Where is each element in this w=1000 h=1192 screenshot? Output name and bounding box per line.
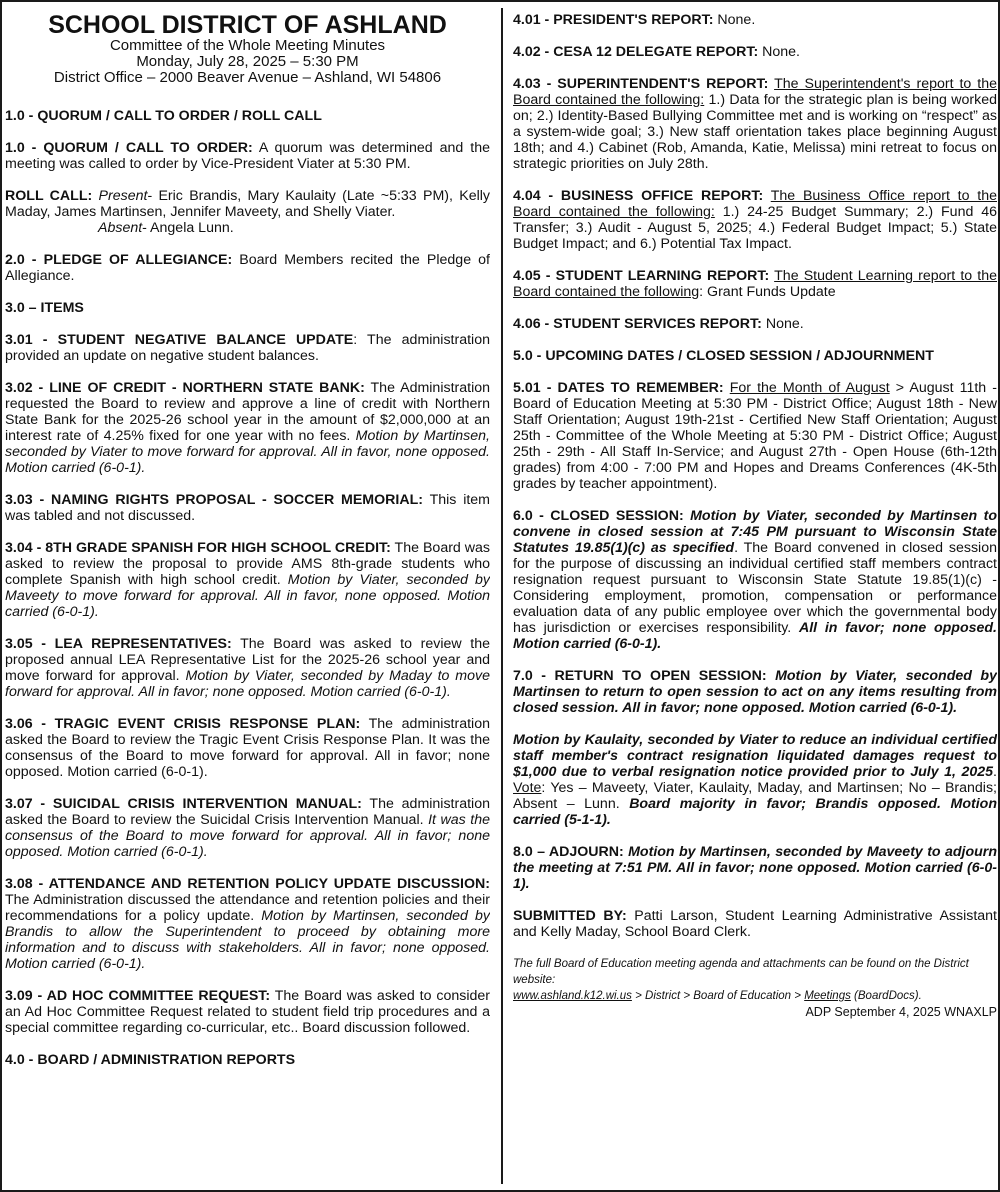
section-5-heading: 5.0 - UPCOMING DATES / CLOSED SESSION / ADJOURNMENT (513, 348, 934, 364)
item-3-07: 3.07 - SUICIDAL CRISIS INTERVENTION MANUAL: The administration asked the Board to review the Suicidal Crisis Intervention Manual. It was the consensus of the Board to move forward for approval. All in favor; none opposed. Motion carried (6-0-1). (5, 796, 490, 860)
report-4-02: 4.02 - CESA 12 DELEGATE REPORT: None. (513, 44, 800, 60)
item-3-09: 3.09 - AD HOC COMMITTEE REQUEST: The Board was asked to consider an Ad Hoc Committee Request related to student field trip procedures and a special committee regarding co-curricular, etc.. Board discussion followed. (5, 988, 490, 1036)
item-3-02: 3.02 - LINE OF CREDIT - NORTHERN STATE BANK: The Administration requested the Board to review and approve a line of credit with Northern State Bank for the 2025-26 school year in the amount of $2,000,000 at an interest rate of 4.25% fixed for one year with no fees. Motion by Martinsen, seconded by Viater to move forward for approval. All in favor, none opposed. Motion carried (6-0-1). (5, 380, 490, 476)
meeting-location: District Office – 2000 Beaver Avenue – Ashland, WI 54806 (53, 69, 442, 86)
column-divider (501, 8, 503, 1184)
item-5-01-dates: 5.01 - DATES TO REMEMBER: For the Month of August > August 11th - Board of Education Meeting at 5:30 PM - District Office; August 18th - New Staff Orientation; August 19th-21st - Certified New Staff Orientation; August 25th - Committee of the Whole Meeting at 5:30 PM - District Office; August 25th - 29th - All Staff In-Service; and August 27th - Open House (6th-12th grades) from 4:00 - 7:00 PM and Hopes and Dreams Conferences (4K-5th grades by teacher appointment). (513, 380, 997, 492)
section-4-heading: 4.0 - BOARD / ADMINISTRATION REPORTS (5, 1052, 296, 1068)
document-header (5, 12, 490, 86)
footer-note: The full Board of Education meeting agenda and attachments can be found on the District website: (513, 958, 969, 986)
right-column (513, 12, 997, 1184)
roll-call: ROLL CALL: Present- Eric Brandis, Mary Kaulaity (Late ~5:33 PM), Kelly Maday, James Martinsen, Jennifer Maveety, and Shelly Viater. (5, 188, 490, 220)
report-4-03: 4.03 - SUPERINTENDENT'S REPORT: The Superintendent's report to the Board contained the following: 1.) Data for the strategic plan is being worked on; 2.) Identity-Based Bullying Committee met and is working on “respect” as a system-wide goal; 3.) New staff orientation takes place beginning August 18th; and 4.) Cabinet (Rob, Amanda, Katie, Melissa) mini retreat to focus on strategic priorities on July 28th. (513, 76, 997, 172)
item-3-04: 3.04 - 8TH GRADE SPANISH FOR HIGH SCHOOL CREDIT: The Board was asked to review the proposal to provide AMS 8th-grade students who complete Spanish with high school credit. Motion by Viater, seconded by Maveety to move forward for approval. All in favor, none opposed. Motion carried (6-0-1). (5, 540, 490, 620)
item-3-08: 3.08 - ATTENDANCE AND RETENTION POLICY UPDATE DISCUSSION: The Administration discussed the attendance and retention policies and their recommendations for a policy update. Motion by Martinsen, seconded by Brandis to allow the Superintendent to proceed by obtaining more information and to discuss with stakeholders. All in favor; none opposed. Motion carried (6-0-1). (5, 876, 490, 972)
report-4-05: 4.05 - STUDENT LEARNING REPORT: The Student Learning report to the Board contained the following: Grant Funds Update (513, 268, 997, 300)
report-4-01: 4.01 - PRESIDENT'S REPORT: None. (513, 12, 756, 28)
meetings-link[interactable]: Meetings (804, 990, 851, 1002)
document-title: SCHOOL DISTRICT OF ASHLAND (48, 12, 447, 39)
report-4-06: 4.06 - STUDENT SERVICES REPORT: None. (513, 316, 804, 332)
publication-stamp: ADP September 4, 2025 WNAXLP (805, 1005, 997, 1019)
section-3-heading: 3.0 – ITEMS (5, 300, 84, 316)
footer-path: www.ashland.k12.wi.us > District > Board of Education > Meetings (BoardDocs). (513, 990, 922, 1002)
section-1-heading: 1.0 - QUORUM / CALL TO ORDER / ROLL CALL (5, 108, 322, 124)
section-6-closed-session: 6.0 - CLOSED SESSION: Motion by Viater, seconded by Martinsen to convene in closed session at 7:45 PM pursuant to Wisconsin State Statutes 19.85(1)(c) as specified. The Board convened in closed session for the purpose of discussing an individual certified staff members contract resignation request pursuant to Wisconsin State Statute 19.85(1)(c) - Considering employment, promotion, compensation or performance evaluation data of any public employee over which the governmental body has jurisdiction or exercises responsibility. All in favor; none opposed. Motion carried (6-0-1). (513, 508, 997, 652)
section-7-motion: Motion by Kaulaity, seconded by Viater to reduce an individual certified staff member's contract resignation liquidated damages request to $1,000 due to verbal resignation notice provided prior to July 1, 2025. Vote: Yes – Maveety, Viater, Kaulaity, Maday, and Martinsen; No – Brandis; Absent – Lunn. Board majority in favor; Brandis opposed. Motion carried (5-1-1). (513, 732, 997, 828)
meeting-date: Monday, July 28, 2025 – 5:30 PM (136, 53, 359, 70)
item-3-01: 3.01 - STUDENT NEGATIVE BALANCE UPDATE: The administration provided an update on negative student balances. (5, 332, 490, 364)
section-8-adjourn: 8.0 – ADJOURN: Motion by Martinsen, seconded by Maveety to adjourn the meeting at 7:51 PM. All in favor; none opposed. Motion carried (6-0-1). (513, 844, 997, 892)
report-4-04: 4.04 - BUSINESS OFFICE REPORT: The Business Office report to the Board contained the following: 1.) 24-25 Budget Summary; 2.) Fund 46 Transfer; 3.) Audit - August 5, 2025; 4.) Federal Budget Impact; 5.) State Budget Impact; and 6.) Potential Tax Impact. (513, 188, 997, 252)
section-7-open-session: 7.0 - RETURN TO OPEN SESSION: Motion by Viater, seconded by Martinsen to return to open session to act on any items resulting from closed session. All in favor; none opposed. Motion carried (6-0-1). (513, 668, 997, 716)
item-3-03: 3.03 - NAMING RIGHTS PROPOSAL - SOCCER MEMORIAL: This item was tabled and not discussed. (5, 492, 490, 524)
section-2-pledge: 2.0 - PLEDGE OF ALLEGIANCE: Board Members recited the Pledge of Allegiance. (5, 252, 490, 284)
district-website-link[interactable]: www.ashland.k12.wi.us (513, 990, 632, 1002)
submitted-by: SUBMITTED BY: Patti Larson, Student Learning Administrative Assistant and Kelly Maday, School Board Clerk. (513, 908, 997, 940)
meeting-name: Committee of the Whole Meeting Minutes (109, 37, 386, 54)
section-1-call-to-order: 1.0 - QUORUM / CALL TO ORDER: A quorum was determined and the meeting was called to order by Vice-President Viater at 5:30 PM. (5, 140, 490, 172)
item-3-06: 3.06 - TRAGIC EVENT CRISIS RESPONSE PLAN: The administration asked the Board to review the Tragic Event Crisis Response Plan. It was the consensus of the Board to move forward for approval. All in favor; none opposed. Motion carried (6-0-1). (5, 716, 490, 780)
item-3-05: 3.05 - LEA REPRESENTATIVES: The Board was asked to review the proposed annual LEA Representative List for the 2025-26 school year and move forward for approval. Motion by Viater, seconded by Maday to move forward for approval. All in favor; none opposed. Motion carried (6-0-1). (5, 636, 490, 700)
roll-call-absent: Absent- Angela Lunn. (98, 220, 234, 236)
left-column (5, 12, 490, 1184)
